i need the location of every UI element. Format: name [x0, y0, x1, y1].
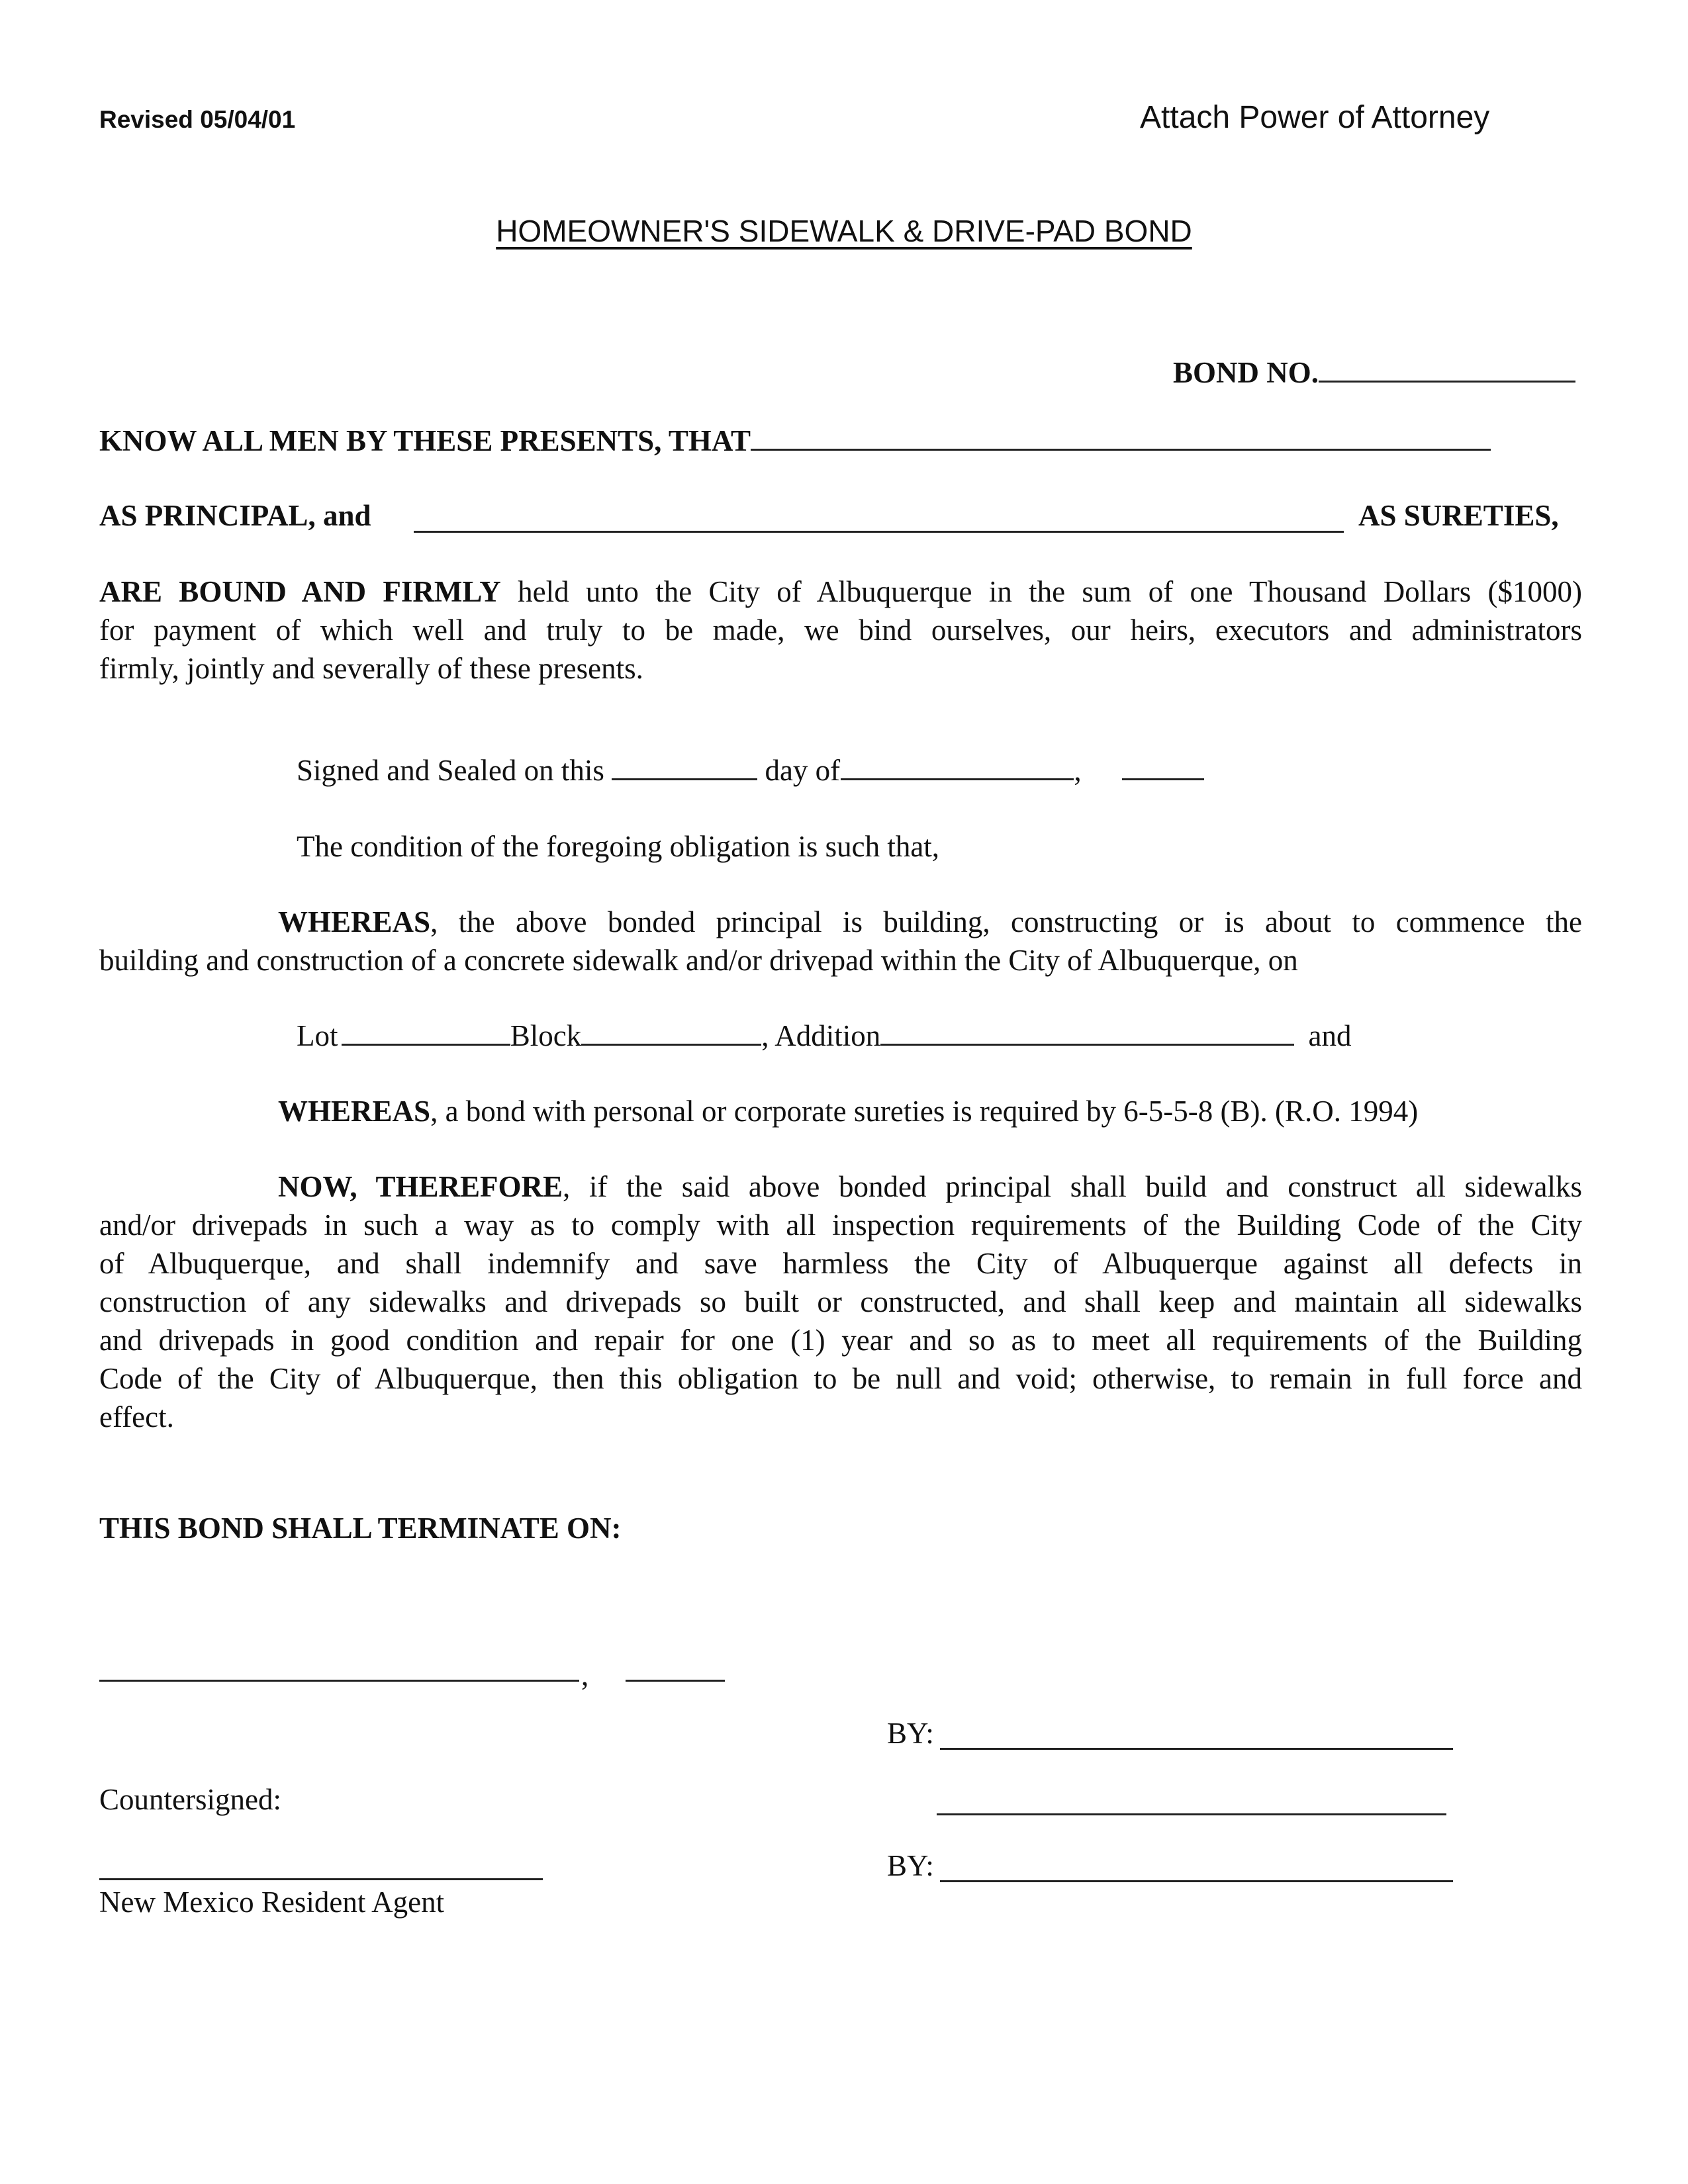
day-of-label: day of — [765, 754, 841, 787]
termination-date-field[interactable] — [99, 1680, 579, 1682]
lot-field[interactable] — [342, 1017, 510, 1046]
bound-line-3: firmly, jointly and severally of these presents. — [99, 652, 643, 685]
whereas-1-paragraph — [99, 903, 1582, 979]
agent-signature-field[interactable] — [99, 1878, 543, 1880]
terminate-label: THIS BOND SHALL TERMINATE ON: — [99, 1512, 622, 1545]
bond-no-field[interactable] — [1319, 354, 1575, 383]
block-label: Block — [510, 1019, 582, 1052]
by-label-2: BY: — [887, 1849, 934, 1882]
signed-comma: , — [1074, 754, 1082, 787]
now-therefore-line: Code of the City of Albuquerque, then this obligation to be null and void; otherwise, to remain in full force and — [99, 1362, 1582, 1395]
signed-row — [297, 751, 1204, 790]
whereas-1-line-1: , the above bonded principal is building, constructing or is about to commence the — [430, 905, 1582, 938]
year-field[interactable] — [1122, 752, 1204, 780]
termination-comma: , — [581, 1659, 589, 1692]
principal-name-field[interactable] — [751, 422, 1491, 451]
principal-label: AS PRINCIPAL, and — [99, 499, 371, 532]
bound-line-2: for payment of which well and truly to be made, we bind ourselves, our heirs, executors and administrators — [99, 614, 1582, 647]
by-signature-field-1[interactable] — [940, 1748, 1453, 1750]
sureties-label: AS SURETIES, — [1358, 499, 1559, 532]
now-therefore-line: construction of any sidewalks and drivepads so built or constructed, and shall keep and maintain all sidewalks — [99, 1285, 1582, 1318]
now-therefore-line: and/or drivepads in such a way as to comply with all inspection requirements of the Building Code of the City — [99, 1208, 1582, 1242]
now-therefore-line: and drivepads in good condition and repair for one (1) year and so as to meet all requirements of the Building — [99, 1324, 1582, 1357]
sureties-name-field[interactable] — [414, 531, 1344, 533]
agent-label: New Mexico Resident Agent — [99, 1886, 445, 1919]
attach-power-of-attorney: Attach Power of Attorney — [1140, 100, 1490, 135]
whereas-2-text: , a bond with personal or corporate sureties is required by 6-5-5-8 (B). (R.O. 1994) — [430, 1095, 1419, 1128]
addition-field[interactable] — [880, 1017, 1294, 1046]
now-therefore-line: of Albuquerque, and shall indemnify and save harmless the City of Albuquerque against all defects in — [99, 1247, 1582, 1280]
termination-year-field[interactable] — [626, 1680, 725, 1682]
surety-name-field[interactable] — [937, 1813, 1446, 1815]
block-field[interactable] — [581, 1017, 761, 1046]
whereas-1-lead: WHEREAS — [278, 905, 431, 938]
know-all-row — [99, 422, 1491, 460]
now-therefore-last-line: effect. — [99, 1400, 174, 1433]
bond-no-label: BOND NO. — [1173, 356, 1319, 389]
now-therefore-lead: NOW, THEREFORE — [278, 1170, 563, 1203]
by-signature-field-2[interactable] — [940, 1880, 1453, 1882]
bound-lead: ARE BOUND AND FIRMLY — [99, 575, 501, 608]
whereas-2-lead: WHEREAS — [278, 1095, 431, 1128]
whereas-1-line-2: building and construction of a concrete sidewalk and/or drivepad within the City of Albuquerque, on — [99, 944, 1298, 977]
by-label-1: BY: — [887, 1717, 934, 1750]
signed-prefix: Signed and Sealed on this — [297, 754, 604, 787]
month-field[interactable] — [841, 752, 1074, 780]
countersigned-label: Countersigned: — [99, 1783, 281, 1816]
day-field[interactable] — [612, 752, 757, 780]
and-label: and — [1308, 1019, 1352, 1052]
whereas-2-paragraph — [278, 1092, 1418, 1130]
lot-label: Lot — [297, 1019, 338, 1052]
bound-paragraph — [99, 572, 1582, 688]
bound-line-1: held unto the City of Albuquerque in the sum of one Thousand Dollars ($1000) — [518, 575, 1583, 608]
condition-text: The condition of the foregoing obligation is such that, — [297, 830, 940, 863]
addition-label: , Addition — [761, 1019, 881, 1052]
page-title: HOMEOWNER'S SIDEWALK & DRIVE-PAD BOND — [496, 214, 1192, 248]
now-therefore-paragraph — [99, 1167, 1582, 1436]
lot-row — [297, 1017, 1352, 1055]
know-all-label: KNOW ALL MEN BY THESE PRESENTS, THAT — [99, 424, 751, 457]
now-therefore-line-1: , if the said above bonded principal shall build and construct all sidewalks — [563, 1170, 1582, 1203]
revised-date: Revised 05/04/01 — [99, 106, 296, 133]
bond-no-row — [1173, 353, 1575, 392]
